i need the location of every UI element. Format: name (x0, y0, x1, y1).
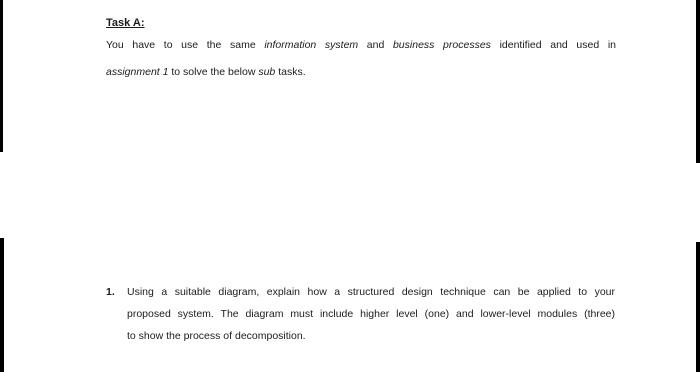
intro-text: identified and used in (490, 39, 616, 51)
task-heading: Task A: (106, 17, 145, 29)
list-item-text-line-2: proposed system. The diagram must include higher level (one) and lower-level modules (three) (127, 308, 615, 320)
list-item-number: 1. (106, 286, 115, 298)
intro-text: and (358, 39, 393, 51)
right-edge-bar-top (696, 0, 700, 163)
left-edge-bar-bottom (0, 238, 4, 372)
list-item-text-line-1: Using a suitable diagram, explain how a structured design technique can be applied to your (127, 286, 615, 298)
right-edge-bar-bottom (696, 242, 700, 372)
list-item-text-line-3: to show the process of decomposition. (127, 330, 306, 342)
intro-emphasis-sub: sub (258, 66, 276, 78)
intro-text: tasks. (275, 66, 306, 78)
intro-emphasis-business-processes: business processes (392, 39, 491, 51)
left-edge-bar-top (0, 0, 3, 152)
intro-paragraph-line-2 (106, 66, 306, 79)
intro-text: to solve the below (168, 66, 259, 78)
intro-text: You have to use the same (106, 39, 265, 51)
intro-emphasis-information-system: information system (264, 39, 359, 51)
intro-paragraph-line-1 (106, 39, 616, 52)
intro-emphasis-assignment: assignment 1 (106, 66, 169, 78)
